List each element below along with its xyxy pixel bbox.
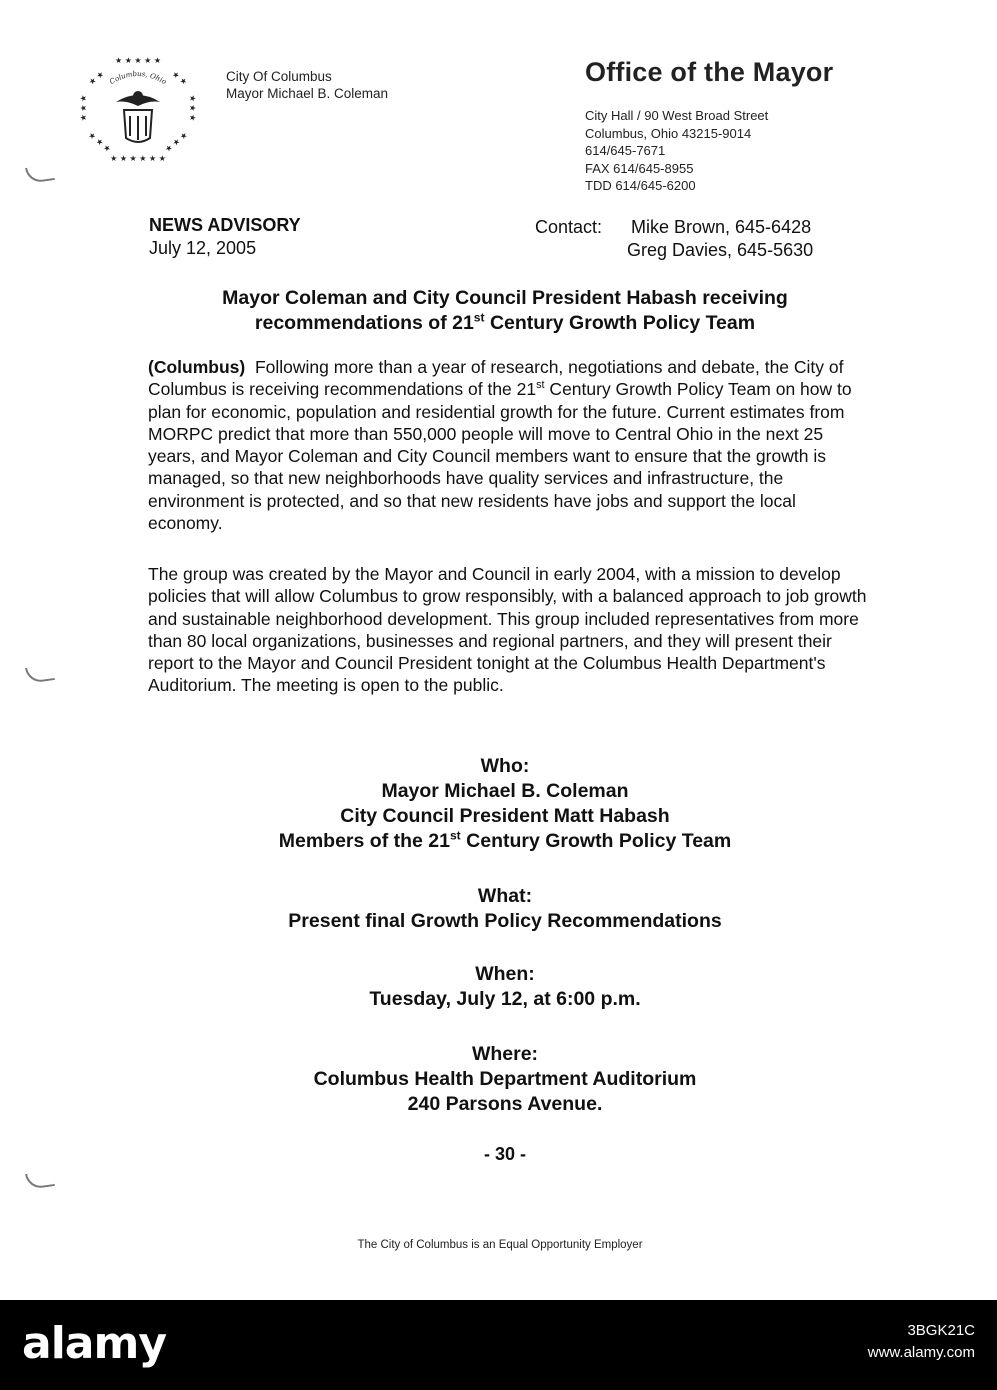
contact-primary: Mike Brown, 645-6428	[631, 217, 812, 237]
body-paragraph: The group was created by the Mayor and Council in early 2004, with a mission to develop policies that will allow Columbus to grow responsibly, with a balanced approach to job growth and sustainable neighborhood development. This group included representatives from more than 80 local organizations, businesses and regional partners, and they will present their report to the Mayor and Council President tonight at the Columbus Health Department's Auditorium. The meeting is open to the public.	[148, 564, 867, 696]
headline-line: Mayor Coleman and City Council President Habash receiving	[222, 287, 788, 309]
who-section	[160, 754, 850, 854]
city-seal-logo	[78, 50, 198, 166]
svg-text:★ ★ ★: ★ ★ ★	[188, 94, 197, 122]
svg-text:Columbus, Ohio: Columbus, Ohio	[108, 69, 168, 87]
address-line: Columbus, Ohio 43215-9014	[585, 125, 752, 141]
svg-text:★ ★: ★ ★	[170, 69, 189, 87]
fax-line: FAX 614/645-8955	[585, 160, 694, 176]
attendee: City Council President Matt Habash	[340, 805, 670, 827]
headline	[120, 286, 890, 336]
venue-name: Columbus Health Department Auditorium	[313, 1068, 697, 1090]
address-line: City Hall / 90 West Broad Street	[585, 108, 769, 123]
advisory-label: NEWS ADVISORY	[149, 215, 301, 235]
svg-text:★ ★ ★: ★ ★ ★	[163, 130, 190, 155]
contact-block	[535, 216, 813, 262]
section-label: Who:	[480, 755, 530, 777]
org-name: City Of Columbus	[226, 69, 332, 84]
footer-note: The City of Columbus is an Equal Opportunity Employer	[357, 1239, 643, 1251]
phone-line: 614/645-7671	[585, 143, 666, 158]
mayor-name: Mayor Michael B. Coleman	[226, 86, 389, 101]
advisory-block	[149, 214, 301, 260]
section-label: What:	[477, 885, 533, 907]
stock-image-id: 3BGK21C	[907, 1322, 975, 1339]
stock-logo: alamy	[22, 1318, 166, 1369]
when-section	[160, 962, 850, 1012]
stock-banner	[0, 1300, 997, 1390]
svg-text:★ ★ ★ ★ ★ ★: ★ ★ ★ ★ ★ ★	[110, 154, 166, 163]
section-label: When:	[475, 963, 535, 985]
tdd-line: TDD 614/645-6200	[585, 178, 696, 193]
contact-label: Contact:	[535, 217, 603, 237]
stock-info	[868, 1320, 975, 1364]
svg-text:★ ★ ★ ★ ★: ★ ★ ★ ★ ★	[114, 56, 162, 65]
binder-hole-mark	[25, 164, 55, 184]
contact-secondary: Greg Davies, 645-5630	[627, 240, 814, 260]
venue-address: 240 Parsons Avenue.	[407, 1093, 603, 1115]
stock-site: www.alamy.com	[867, 1344, 975, 1361]
body-paragraph: (Columbus) Following more than a year of research, negotiations and debate, the City of Columbus is receiving recommendations of the 21st Century Growth Policy Team on how to plan for economic, population and residential growth for the future. Current estimates from MORPC predict that more than 550,000 people will move to Central Ohio in the next 25 years, and Mayor Coleman and City Council members want to ensure that the growth is managed, so that new neighborhoods have quality services and infrastructure, the environment is protected, and so that new residents have jobs and support the local economy.	[148, 357, 852, 534]
svg-text:★ ★: ★ ★	[87, 69, 106, 87]
advisory-date: July 12, 2005	[149, 238, 257, 258]
office-title: Office of the Mayor	[585, 57, 834, 87]
sender-block	[226, 68, 388, 102]
attendee: Mayor Michael B. Coleman	[381, 780, 629, 802]
binder-hole-mark	[25, 1170, 55, 1190]
office-address	[585, 107, 768, 195]
event-time: Tuesday, July 12, at 6:00 p.m.	[369, 988, 641, 1010]
headline-line: recommendations of 21st Century Growth Policy Team	[254, 310, 756, 334]
section-label: Where:	[471, 1043, 539, 1065]
event-description: Present final Growth Policy Recommendations	[288, 910, 722, 932]
dateline: (Columbus)	[148, 357, 246, 377]
binder-hole-mark	[25, 664, 55, 684]
end-mark: - 30 -	[483, 1144, 526, 1164]
svg-text:★ ★ ★: ★ ★ ★	[79, 94, 88, 122]
svg-text:★ ★ ★: ★ ★ ★	[86, 130, 113, 155]
what-section	[160, 884, 850, 934]
where-section	[160, 1042, 850, 1117]
attendee: Members of the 21st Century Growth Policy Team	[278, 828, 732, 852]
